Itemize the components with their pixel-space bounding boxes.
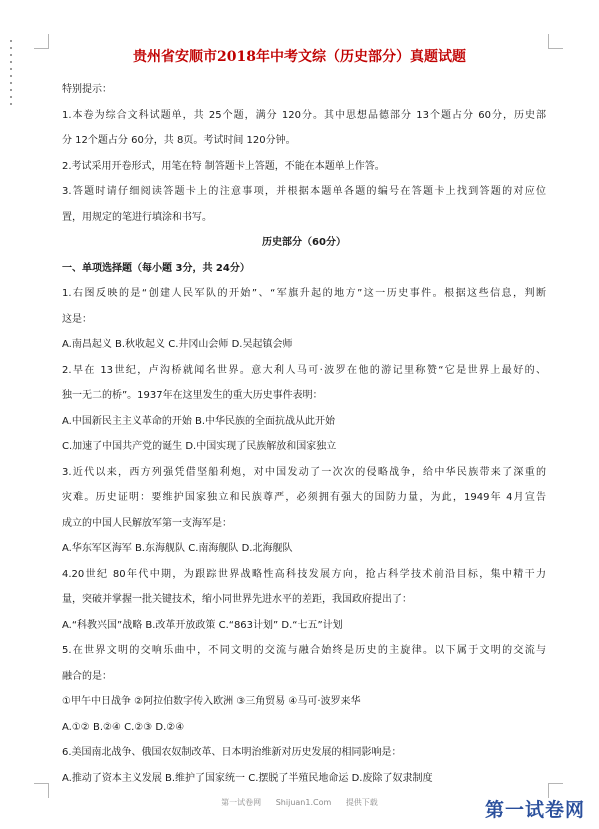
text-line: 3.答题时请仔细阅读答题卡上的注意事项，并根据本题单各题的编号在答题卡上找到答题的对应位 [62, 186, 546, 197]
question-4-stem: 4.20世纪 80年代中期，为跟踪世界战略性高科技发展方向，抢占科学技术前沿目标，集中精干力 [62, 568, 546, 580]
question-3-stem: 3.近代以来，西方列强凭借坚船利炮，对中国发动了一次次的侵略战争，给中华民族带来了深重的 [62, 466, 546, 478]
question-5-options: A.①② B.②④ C.②③ D.②④ [62, 721, 185, 733]
question-3-stem: 灾难。历史证明：要维护国家独立和民族尊严，必须拥有强大的国防力量，为此，1949年 4月宣告 [62, 492, 546, 503]
question-1-stem: 1.右图反映的是“创建人民军队的开始”、“军旗升起的地方”这一历史事件。根据这些信息，判断 [62, 288, 546, 299]
text-line: 置，用规定的笔进行填涂和书写。 [62, 211, 212, 223]
document-body [62, 77, 546, 791]
question-2-stem: 独一无二的桥”。1937年在这里发生的重大历史事件表明： [62, 390, 323, 401]
text-line: 2.考试采用开卷形式，用笔在特 制答题卡上答题，不能在本题单上作答。 [62, 160, 385, 172]
text-line: 分 12个题占分 60分，共 8页。考试时间 120分钟。 [62, 135, 296, 146]
question-2-options: C.加速了中国共产党的诞生 D.中国实现了民族解放和国家独立 [62, 441, 337, 452]
text-line: 1.本卷为综合文科试题单，共 25个题，满分 120分。其中思想品德部分 13个题占分 60分，历史部 [62, 109, 546, 121]
question-5-stem: 融合的是： [62, 670, 112, 682]
question-1-stem: 这是： [62, 313, 92, 325]
question-1-options: A.南昌起义 B.秋收起义 C.井冈山会师 D.吴起镇会师 [62, 339, 293, 350]
question-6-stem: 6.美国南北战争、俄国农奴制改革、日本明治维新对历史发展的相同影响是： [62, 747, 402, 758]
question-4-stem: 量，突破并掌握一批关键技术，缩小同世界先进水平的差距，我国政府提出了： [62, 594, 412, 605]
question-6-options: A.推动了资本主义发展 B.维护了国家统一 C.摆脱了半殖民地命运 D.废除了奴隶制度 [62, 772, 433, 784]
footer-site-name: 第一试卷网 [221, 798, 262, 807]
question-3-options: A.华东军区海军 B.东海舰队 C.南海舰队 D.北海舰队 [62, 543, 293, 554]
crop-mark-bottom-left [34, 783, 49, 798]
brand-logo-text: 第一试卷网 [484, 799, 585, 821]
question-2-stem: 2.早在 13世纪，卢沟桥就闻名世界。意大利人马可·波罗在他的游记里称赞“它是世界上最好的、 [62, 364, 546, 376]
text-line: 特别提示： [62, 84, 112, 95]
question-4-options: A.“科教兴国”战略 B.改革开放政策 C.“863计划” D.“七五”计划 [62, 619, 343, 631]
question-2-options: A.中国新民主主义革命的开始 B.中华民族的全面抗战从此开始 [62, 415, 336, 427]
question-5-stem: 5.在世界文明的交响乐曲中，不同文明的交流与融合始终是历史的主旋律。以下属于文明的交流与 [62, 645, 546, 656]
document-title: 贵州省安顺市2018年中考文综（历史部分）真题试题 [133, 49, 466, 65]
footer-download-note: 提供下载 [345, 798, 378, 807]
section-heading: 历史部分（60分） [262, 237, 346, 248]
question-5-items: ①甲午中日战争 ②阿拉伯数字传入欧洲 ③三角贸易 ④马可·波罗来华 [62, 696, 361, 707]
footer-site-url: Shijuan1.Com [275, 798, 332, 807]
question-3-stem: 成立的中国人民解放军第一支海军是： [62, 517, 232, 529]
question-group-heading: 一、单项选择题（每小题 3分，共 24分） [62, 262, 250, 274]
